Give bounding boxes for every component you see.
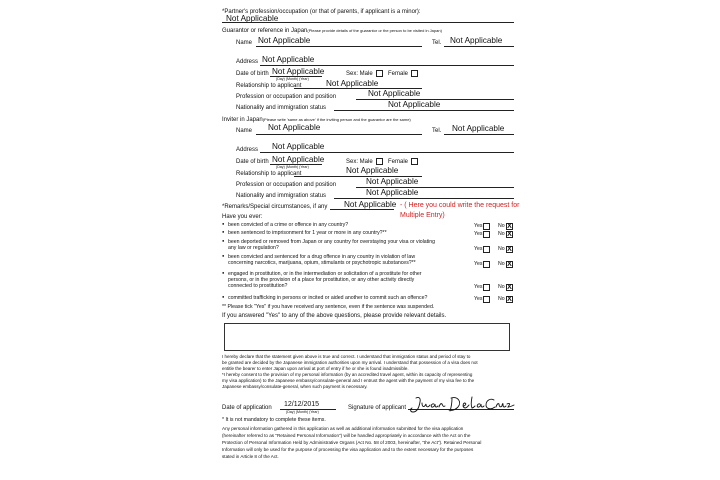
yes-label: Yes (474, 231, 483, 237)
question-text: been deported or removed from Japan or any country for overstaying your visa or violating (228, 239, 436, 245)
inviter-heading: Inviter in Japan(Please write 'same as above' if the inviting person and the guarantor are the same) (222, 117, 411, 123)
guarantor-tel-value: Not Applicable (450, 36, 503, 45)
guarantor-sex-label: Sex: Male (346, 71, 373, 77)
no-label: No (498, 231, 505, 237)
details-prompt: If you answered "Yes" to any of the above questions, please provide relevant details. (222, 313, 447, 319)
signature-label: Signature of applicant (348, 405, 407, 411)
no-label: No (498, 223, 505, 229)
yes-label: Yes (474, 296, 483, 302)
inviter-female-label: Female (388, 159, 409, 165)
inviter-address-value: Not Applicable (272, 142, 325, 151)
inviter-relationship-label: Relationship to applicant (236, 171, 302, 177)
yes-label: Yes (474, 284, 483, 290)
guarantor-nationality-label: Nationality and immigration status (236, 105, 327, 111)
remarks-label: *Remarks/Special circumstances, if any (222, 204, 328, 210)
guarantor-relationship-value: Not Applicable (326, 79, 379, 88)
question-text: been convicted of a crime or offence in any country? (228, 222, 349, 228)
yes-label: Yes (474, 261, 483, 267)
inviter-nationality-value: Not Applicable (366, 188, 419, 197)
question-bullet: ● (222, 221, 225, 226)
no-checkbox[interactable]: X (507, 246, 512, 253)
guarantor-dob-label: Date of birth (236, 71, 269, 77)
guarantor-dob-value: Not Applicable (272, 67, 325, 76)
no-checkbox[interactable]: X (507, 296, 512, 303)
partner-value: Not Applicable (226, 14, 279, 23)
yes-label: Yes (474, 246, 483, 252)
date-of-application-value: 12/12/2015 (284, 401, 320, 408)
guarantor-male-checkbox[interactable] (376, 70, 383, 77)
no-label: No (498, 284, 505, 290)
declaration-line: Japanese embassy/consulate-general, when such payment is necessary. (222, 384, 368, 389)
no-checkbox[interactable]: X (507, 231, 512, 238)
guarantor-address-line (260, 65, 514, 66)
no-label: No (498, 261, 505, 267)
inviter-tel-label: Tel. (432, 128, 442, 134)
guarantor-address-label: Address (236, 59, 259, 65)
no-checkbox[interactable]: X (507, 284, 512, 291)
declaration-line: be granted are decided by the Japanese immigration authorities upon my arrival. I understand that possession of a visa does not (222, 360, 478, 365)
inviter-profession-label: Profession or occupation and position (236, 182, 337, 188)
questions-footnote: ** Please tick "Yes" if you have received any sentence, even if the sentence was suspended. (222, 304, 435, 310)
question-text: persons, or in the provision of a place for prostitution, or any other activity directly (228, 277, 415, 283)
guarantor-name-label: Name (236, 40, 253, 46)
no-label: No (498, 246, 505, 252)
signature-image (408, 394, 518, 416)
question-bullet: ● (222, 294, 225, 299)
guarantor-heading: Guarantor or reference in Japan(Please provide details of the guarantor or the person to be visited in Japan) (222, 28, 442, 34)
yes-checkbox[interactable] (483, 223, 490, 230)
inviter-dob-label: Date of birth (236, 159, 269, 165)
partner-label: *Partner's profession/occupation (or that of parents, if applicant is a minor): (222, 9, 421, 15)
yes-checkbox[interactable] (483, 284, 490, 291)
question-text: been sentenced to imprisonment for 1 year or more in any country?** (228, 230, 387, 236)
question-bullet: ● (222, 229, 225, 234)
guarantor-female-label: Female (388, 71, 409, 77)
question-text: connected to prostitution? (228, 283, 288, 289)
inviter-tel-value: Not Applicable (452, 124, 505, 133)
not-mandatory-note: * It is not mandatory to complete these items. (222, 417, 326, 423)
declaration-line: entitle the bearer to enter Japan upon arrival at port of entry if he or she is found inadmissible. (222, 366, 409, 371)
yes-checkbox[interactable] (483, 296, 490, 303)
details-textarea[interactable] (224, 323, 510, 351)
inviter-male-checkbox[interactable] (376, 158, 383, 165)
inviter-dob-value: Not Applicable (272, 155, 325, 164)
guarantor-name-value: Not Applicable (258, 36, 311, 45)
remarks-note-line2: Multiple Entry) (400, 212, 445, 219)
guarantor-nationality-value: Not Applicable (388, 100, 441, 109)
guarantor-tel-line (444, 46, 514, 47)
privacy-line: Protection of Personal Information Held by Administrative Organs (Act No. 58 of 2003, hereinafter, "the Act"). Retained Personal (222, 440, 482, 445)
guarantor-relationship-label: Relationship to applicant (236, 83, 302, 89)
declaration-line: *I hereby consent to the provision of my personal information (by an accredited travel agent, within its capacity of representing (222, 372, 473, 377)
guarantor-address-value: Not Applicable (262, 55, 315, 64)
inviter-sex-label: Sex: Male (346, 159, 373, 165)
question-text: concerning narcotics, marijuana, opium, stimulants or psychotropic substances?** (228, 260, 416, 266)
guarantor-female-checkbox[interactable] (411, 70, 418, 77)
declaration-line: I hereby declare that the statement given above is true and correct. I understand that immigration status and period of stay to (222, 354, 471, 359)
remarks-value: Not Applicable (344, 200, 397, 209)
inviter-address-line (260, 152, 514, 153)
no-checkbox[interactable]: X (507, 261, 512, 268)
yes-checkbox[interactable] (483, 231, 490, 238)
question-text: any law or regulation? (228, 245, 279, 251)
guarantor-profession-label: Profession or occupation and position (236, 94, 337, 100)
question-text: committed trafficking in persons or incited or aided another to commit such an offence? (228, 295, 428, 301)
question-bullet: ● (222, 270, 225, 275)
questions-heading: Have you ever: (222, 214, 263, 220)
no-checkbox[interactable]: X (507, 223, 512, 230)
inviter-relationship-value: Not Applicable (346, 166, 399, 175)
partner-line (222, 22, 514, 23)
yes-checkbox[interactable] (483, 246, 490, 253)
remarks-note-line1: - ( Here you could write the request for (400, 202, 520, 209)
inviter-nationality-label: Nationality and immigration status (236, 193, 327, 199)
inviter-profession-value: Not Applicable (366, 177, 419, 186)
privacy-line: (hereinafter referred to as "Retained Personal Information") will be handled appropriately in accordance with the Act on the (222, 433, 471, 438)
inviter-name-value: Not Applicable (268, 123, 321, 132)
privacy-line: Any personal information gathered in this application as well as additional information submitted for the visa application (222, 426, 464, 431)
yes-label: Yes (474, 223, 483, 229)
date-of-application-label: Date of application (222, 405, 272, 411)
remarks-line (330, 209, 394, 210)
question-bullet: ● (222, 238, 225, 243)
inviter-name-line (256, 134, 422, 135)
guarantor-dob-sub: (Day) (Month) (Year) (276, 77, 309, 81)
inviter-address-label: Address (236, 147, 259, 153)
question-text: engaged in prostitution, or in the intermediation or solicitation of a prostitute for other (228, 271, 422, 277)
inviter-nationality-line (334, 198, 514, 199)
inviter-name-label: Name (236, 128, 253, 134)
guarantor-nationality-line (334, 110, 514, 111)
inviter-dob-sub: (Day) (Month) (Year) (276, 165, 309, 169)
guarantor-name-line (256, 46, 422, 47)
question-bullet: ● (222, 253, 225, 258)
yes-checkbox[interactable] (483, 261, 490, 268)
guarantor-profession-value: Not Applicable (368, 89, 421, 98)
no-label: No (498, 296, 505, 302)
privacy-line: Information will only be used for the purpose of processing the visa application and to the extent necessary for the purposes (222, 447, 474, 452)
declaration-line: my visa application) to the Japanese embassy/consulate-general and I entrust the agent with the payment of my visa fee to the (222, 378, 475, 383)
date-of-application-sub: (Day) (Month) (Year) (286, 410, 319, 414)
guarantor-tel-label: Tel. (432, 40, 442, 46)
question-text: been convicted and sentenced for a drug offence in any country in violation of law (228, 254, 416, 260)
privacy-line: stated in Article 8 of the Act. (222, 454, 279, 459)
inviter-tel-line (444, 134, 514, 135)
inviter-female-checkbox[interactable] (411, 158, 418, 165)
